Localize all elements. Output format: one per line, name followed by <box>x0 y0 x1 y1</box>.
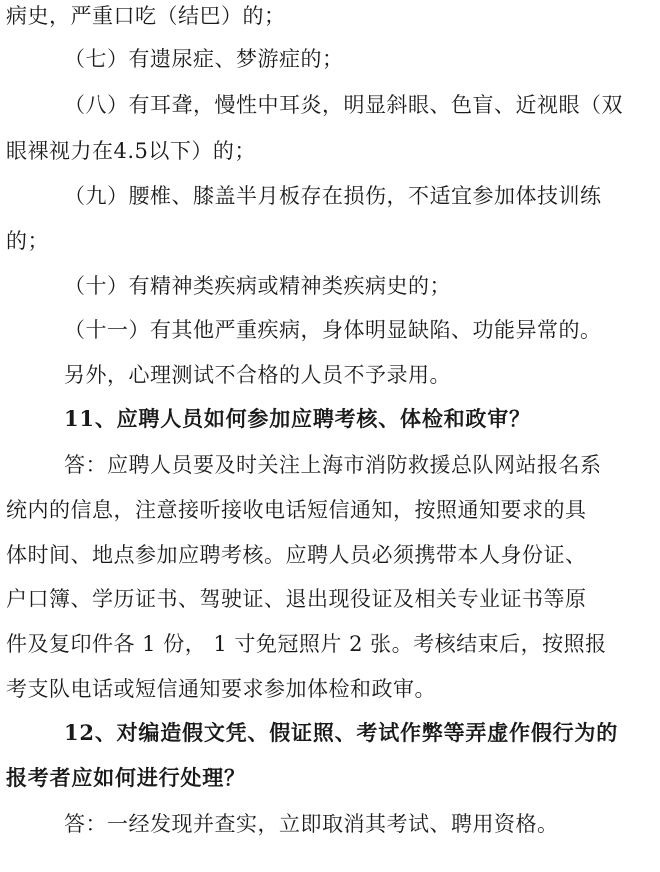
text-line: （七）有遗尿症、梦游症的； <box>64 47 344 71</box>
text-line: （九）腰椎、膝盖半月板存在损伤，不适宜参加体技训练 <box>64 184 602 208</box>
text-line: 眼裸视力在4.5以下）的； <box>6 139 256 163</box>
text-line: （十一）有其他严重疾病，身体明显缺陷、功能异常的。 <box>64 318 602 342</box>
text-line: （十）有精神类疾病或精神类疾病史的； <box>64 274 451 298</box>
text-line: 件及复印件各 1 份， 1 寸免冠照片 2 张。考核结束后，按照报 <box>6 632 607 656</box>
section-heading-12: 12、对编造假文凭、假证照、考试作弊等弄虚作假行为的 <box>64 720 619 745</box>
text-line: （八）有耳聋，慢性中耳炎，明显斜眼、色盲、近视眼（双 <box>64 93 623 117</box>
text-line: 答：一经发现并查实，立即取消其考试、聘用资格。 <box>64 812 559 836</box>
text-line: 的； <box>6 229 49 253</box>
section-heading-12-continued: 报考者应如何进行处理？ <box>6 765 246 790</box>
text-line: 答：应聘人员要及时关注上海市消防救援总队网站报名系 <box>64 453 602 477</box>
text-line: 病史，严重口吃（结巴）的； <box>6 4 286 28</box>
text-line: 考支队电话或短信通知要求参加体检和政审。 <box>6 677 436 701</box>
section-heading-11: 11、应聘人员如何参加应聘考核、体检和政审？ <box>64 406 531 431</box>
text-line: 另外，心理测试不合格的人员不予录用。 <box>64 363 451 387</box>
text-line: 体时间、地点参加应聘考核。应聘人员必须携带本人身份证、 <box>6 543 587 567</box>
text-line: 户口簿、学历证书、驾驶证、退出现役证及相关专业证书等原 <box>6 587 587 611</box>
text-line: 统内的信息，注意接听接收电话短信通知，按照通知要求的具 <box>6 498 587 522</box>
